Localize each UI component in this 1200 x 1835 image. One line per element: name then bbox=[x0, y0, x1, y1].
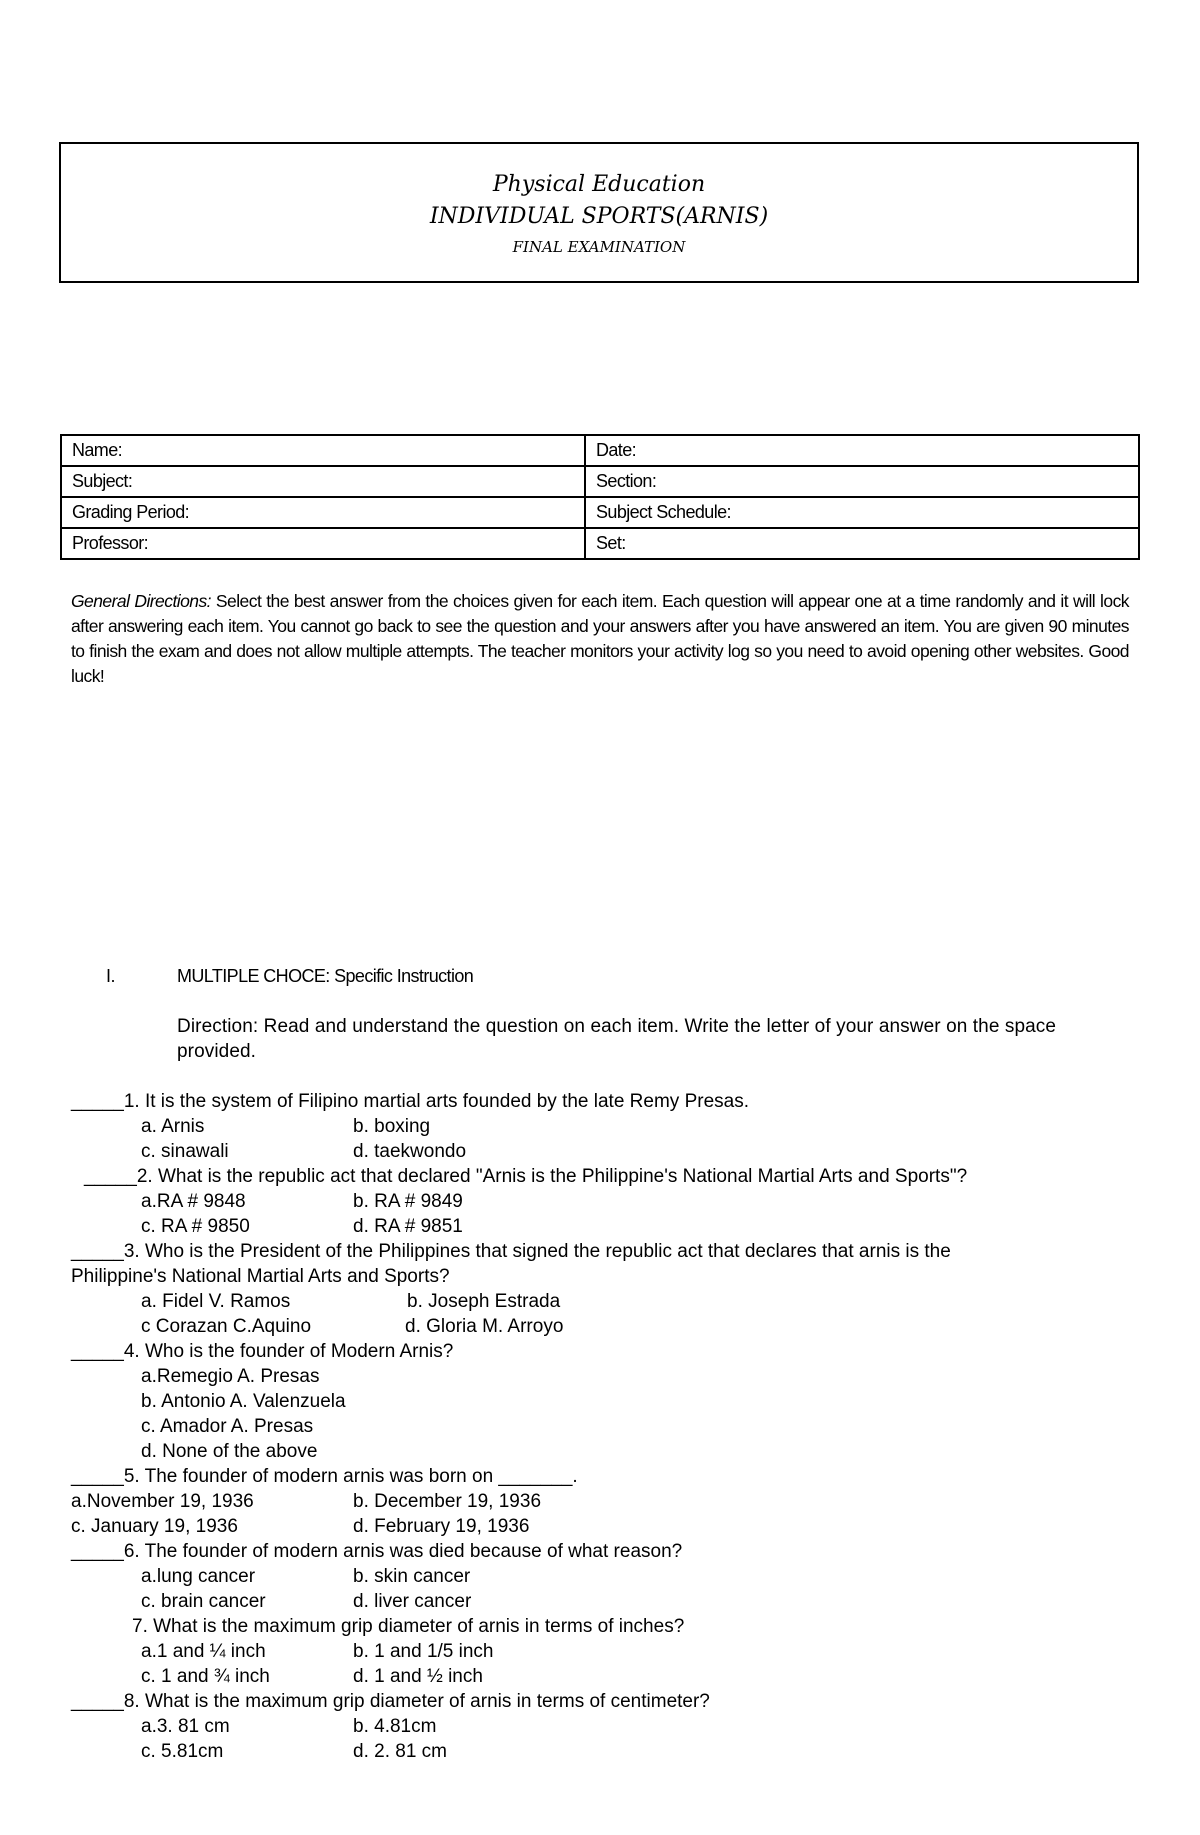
subject-schedule-field: Subject Schedule: bbox=[585, 497, 1139, 528]
q8-choice-d: d. 2. 81 cm bbox=[353, 1741, 447, 1762]
q7-choice-b: b. 1 and 1/5 inch bbox=[353, 1641, 494, 1662]
q4-choice-d: d. None of the above bbox=[141, 1441, 318, 1462]
q3-choice-d: d. Gloria M. Arroyo bbox=[405, 1316, 564, 1337]
grading-period-field: Grading Period: bbox=[61, 497, 585, 528]
q6-choice-c: c. brain cancer bbox=[141, 1591, 266, 1612]
directions-label: General Directions: bbox=[71, 591, 211, 611]
q2-choice-a: a.RA # 9848 bbox=[141, 1191, 246, 1212]
info-row bbox=[61, 497, 1139, 528]
exam-title: FINAL EXAMINATION bbox=[512, 238, 686, 256]
section-direction: Direction: Read and understand the question on each item. Write the letter of your answer on the space provided. bbox=[177, 1016, 1057, 1062]
info-row bbox=[61, 466, 1139, 497]
general-directions bbox=[71, 589, 1129, 689]
question-8-stem: _____8. What is the maximum grip diameter of arnis in terms of centimeter? bbox=[71, 1691, 710, 1712]
q5-choice-c: c. January 19, 1936 bbox=[71, 1516, 238, 1537]
directions-text: Select the best answer from the choices given for each item. Each question will appear one at a time randomly and it will lock after answering each item. You cannot go back to see the question and your answers after you have answered an item. You are given 90 minutes to finish the exam and does not allow multiple attempts. The teacher monitors your activity log so you need to avoid opening other websites. Good luck! bbox=[71, 591, 1129, 686]
section-title: MULTIPLE CHOCE: Specific Instruction bbox=[177, 966, 474, 986]
question-5-stem: _____5. The founder of modern arnis was born on _______. bbox=[71, 1466, 578, 1487]
date-field: Date: bbox=[585, 435, 1139, 466]
q2-choice-b: b. RA # 9849 bbox=[353, 1191, 463, 1212]
q8-choice-c: c. 5.81cm bbox=[141, 1741, 224, 1762]
question-3-stem: _____3. Who is the President of the Philippines that signed the republic act that declares that arnis is the bbox=[71, 1241, 951, 1262]
q3-choice-a: a. Fidel V. Ramos bbox=[141, 1291, 291, 1312]
course-title: INDIVIDUAL SPORTS(ARNIS) bbox=[429, 204, 769, 229]
q7-choice-a: a.1 and ¼ inch bbox=[141, 1641, 266, 1662]
q1-choice-c: c. sinawali bbox=[141, 1141, 229, 1162]
q1-choice-a: a. Arnis bbox=[141, 1116, 205, 1137]
q6-choice-d: d. liver cancer bbox=[353, 1591, 472, 1612]
q5-choice-a: a.November 19, 1936 bbox=[71, 1491, 254, 1512]
q6-choice-b: b. skin cancer bbox=[353, 1566, 471, 1587]
professor-field: Professor: bbox=[61, 528, 585, 559]
info-row bbox=[61, 435, 1139, 466]
q1-choice-d: d. taekwondo bbox=[353, 1141, 467, 1162]
question-3-stem-cont: Philippine's National Martial Arts and Sports? bbox=[71, 1266, 450, 1287]
q1-choice-b: b. boxing bbox=[353, 1116, 431, 1137]
subject-field: Subject: bbox=[61, 466, 585, 497]
q2-choice-c: c. RA # 9850 bbox=[141, 1216, 250, 1237]
q2-choice-d: d. RA # 9851 bbox=[353, 1216, 463, 1237]
q4-choice-a: a.Remegio A. Presas bbox=[141, 1366, 320, 1387]
info-row bbox=[61, 528, 1139, 559]
q3-choice-c: c Corazan C.Aquino bbox=[141, 1316, 312, 1337]
set-field: Set: bbox=[585, 528, 1139, 559]
question-4-stem: _____4. Who is the founder of Modern Arnis? bbox=[71, 1341, 454, 1362]
section-field: Section: bbox=[585, 466, 1139, 497]
q4-choice-c: c. Amador A. Presas bbox=[141, 1416, 314, 1437]
question-6-stem: _____6. The founder of modern arnis was died because of what reason? bbox=[71, 1541, 683, 1562]
question-1-stem: _____1. It is the system of Filipino martial arts founded by the late Remy Presas. bbox=[71, 1091, 749, 1112]
q5-choice-d: d. February 19, 1936 bbox=[353, 1516, 530, 1537]
q8-choice-b: b. 4.81cm bbox=[353, 1716, 437, 1737]
exam-header bbox=[59, 142, 1139, 283]
q3-choice-b: b. Joseph Estrada bbox=[407, 1291, 561, 1312]
q5-choice-b: b. December 19, 1936 bbox=[353, 1491, 542, 1512]
q7-choice-d: d. 1 and ½ inch bbox=[353, 1666, 483, 1687]
q7-choice-c: c. 1 and ¾ inch bbox=[141, 1666, 270, 1687]
student-info-table bbox=[60, 434, 1140, 560]
question-2-stem: _____2. What is the republic act that declared "Arnis is the Philippine's National Martial Arts and Sports"? bbox=[84, 1166, 968, 1187]
question-7-stem: 7. What is the maximum grip diameter of arnis in terms of inches? bbox=[132, 1616, 685, 1637]
q6-choice-a: a.lung cancer bbox=[141, 1566, 256, 1587]
section-number: I. bbox=[106, 966, 116, 986]
name-field: Name: bbox=[61, 435, 585, 466]
subject-title: Physical Education bbox=[492, 172, 706, 197]
q8-choice-a: a.3. 81 cm bbox=[141, 1716, 230, 1737]
q4-choice-b: b. Antonio A. Valenzuela bbox=[141, 1391, 346, 1412]
